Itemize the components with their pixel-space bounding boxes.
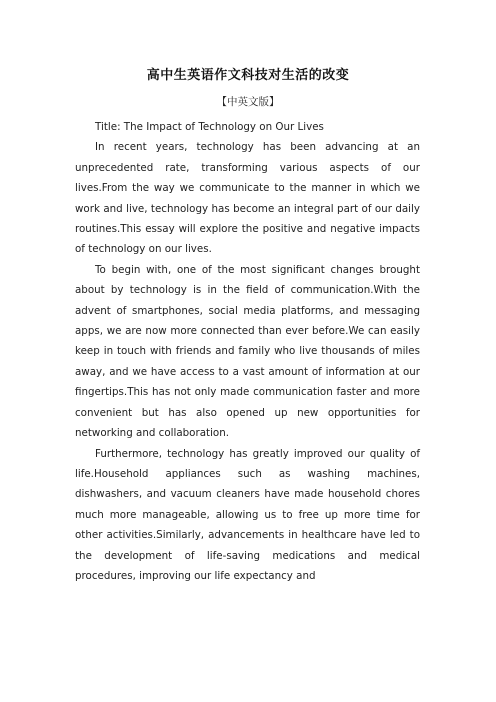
document-title: 高中生英语作文科技对生活的改变	[146, 68, 350, 83]
essay-title: Title: The Impact of Technology on Our Lives	[95, 121, 324, 133]
paragraph-1: In recent years, technology has been advancing at an unprecedented rate, transforming various aspects of our lives.From the way we communicate to the manner in which we work and live, technology has become an integral part of our daily routines.This essay will explore the positive and negative impacts of technology on our lives.	[75, 141, 420, 256]
paragraph-3: Furthermore, technology has greatly improved our quality of life.Household appliances such as washing machines, dishwashers, and vacuum cleaners have made household chores much more manageable, allowing us to free up more time for other activities.Similarly, advancements in healthcare have led to the development of life-saving medications and medical procedures, improving our life expectancy and	[75, 447, 420, 582]
document-subtitle: 【中英文版】	[216, 96, 280, 108]
essay-body	[75, 117, 420, 586]
paragraph-2: To begin with, one of the most significant changes brought about by technology is in the field of communication.With the advent of smartphones, social media platforms, and messaging apps, we are now more connected than ever before.We can easily keep in touch with friends and family who live thousands of miles away, and we have access to a vast amount of information at our fingertips.This has not only made communication faster and more convenient but has also opened up new opportunities for networking and collaboration.	[75, 263, 420, 440]
